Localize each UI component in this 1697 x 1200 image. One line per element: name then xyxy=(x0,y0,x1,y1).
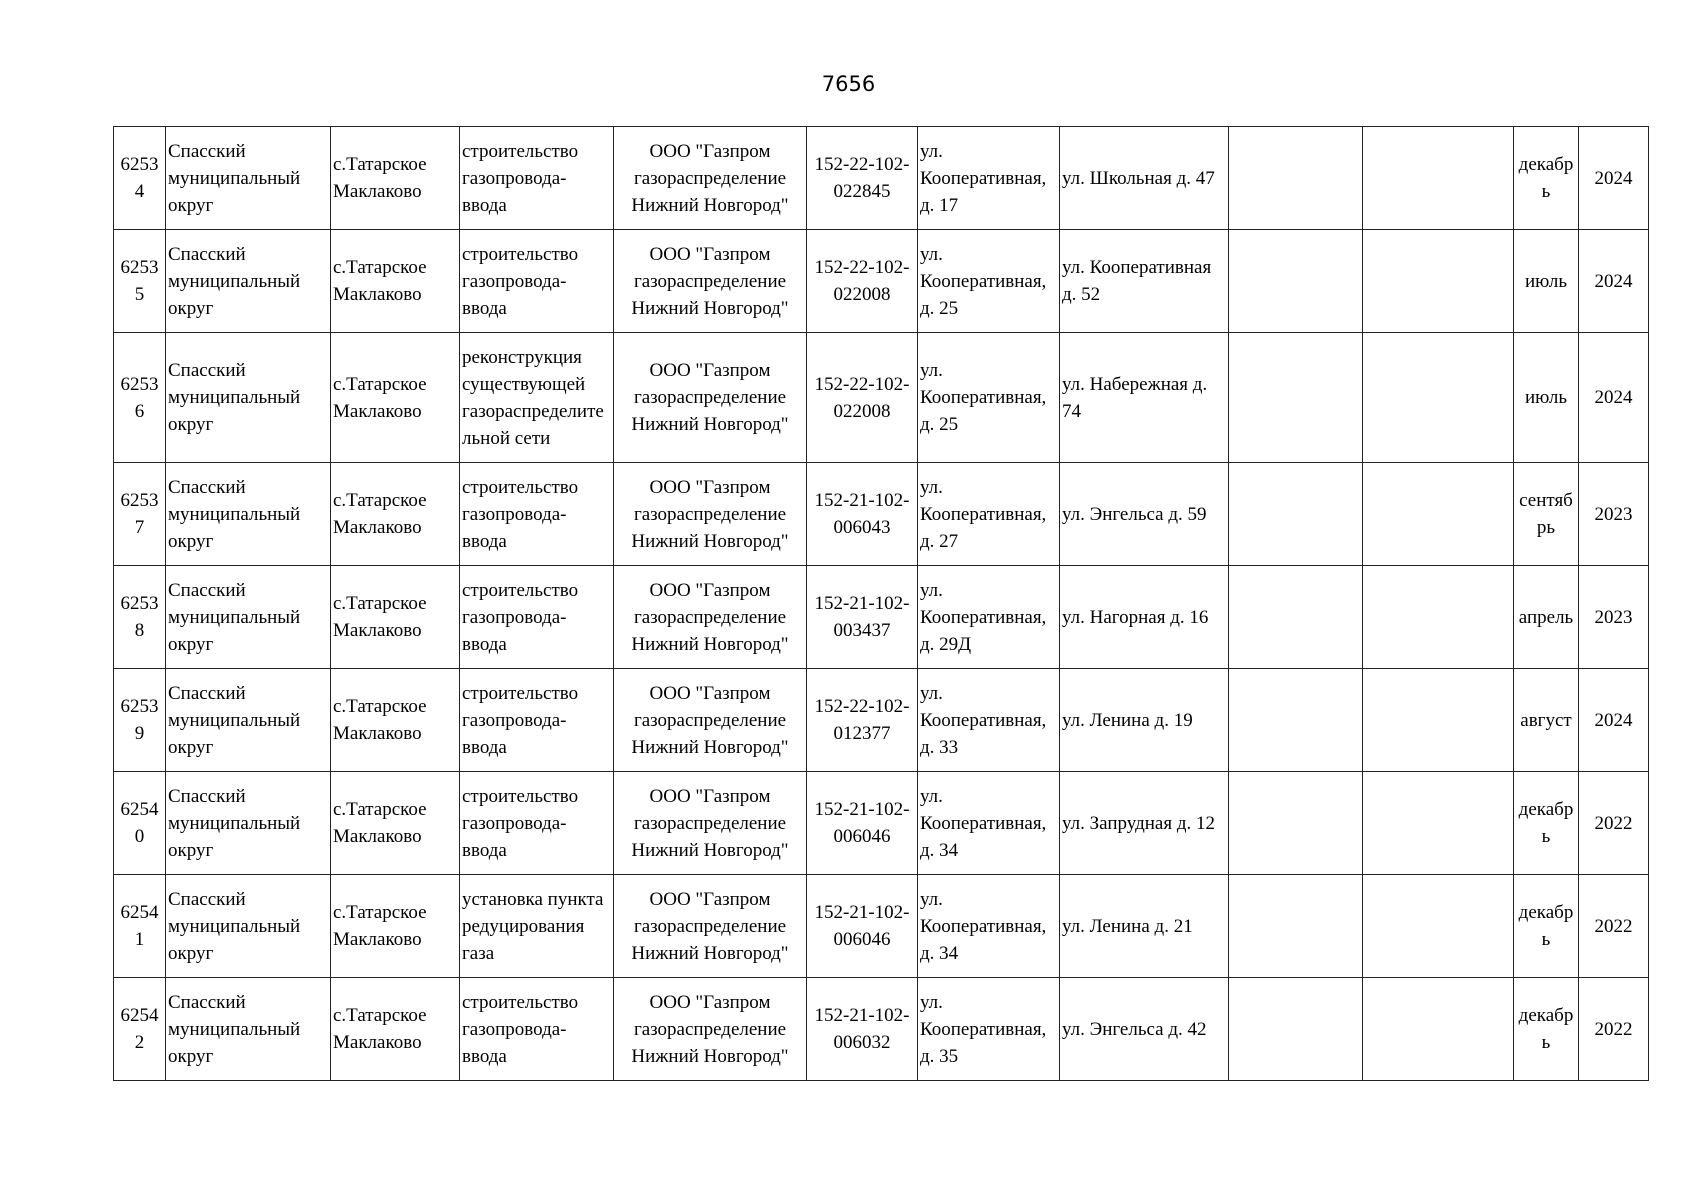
object-address-cell: ул. Ленина д. 19 xyxy=(1060,669,1229,772)
year-cell: 2024 xyxy=(1579,230,1649,333)
table-row xyxy=(114,875,1649,978)
object-address-cell: ул. Энгельса д. 42 xyxy=(1060,978,1229,1081)
locality-cell: с.Татарское Маклаково xyxy=(331,978,460,1081)
organization-cell: ООО "Газпром газораспределение Нижний Новгород" xyxy=(614,978,807,1081)
empty-cell xyxy=(1229,772,1363,875)
organization-cell: ООО "Газпром газораспределение Нижний Новгород" xyxy=(614,463,807,566)
registry-table xyxy=(113,126,1649,1081)
connection-address-cell: ул. Кооперативная, д. 29Д xyxy=(918,566,1060,669)
work-type-cell: строительство газопровода-ввода xyxy=(460,230,614,333)
empty-cell xyxy=(1363,978,1514,1081)
empty-cell xyxy=(1363,566,1514,669)
connection-address-cell: ул. Кооперативная, д. 17 xyxy=(918,127,1060,230)
code-cell: 152-21-102-006032 xyxy=(807,978,918,1081)
organization-cell: ООО "Газпром газораспределение Нижний Новгород" xyxy=(614,333,807,463)
table-row xyxy=(114,230,1649,333)
empty-cell xyxy=(1363,669,1514,772)
year-cell: 2024 xyxy=(1579,669,1649,772)
empty-cell xyxy=(1363,772,1514,875)
district-cell: Спасский муниципальный округ xyxy=(166,772,331,875)
year-cell: 2024 xyxy=(1579,127,1649,230)
work-type-cell: строительство газопровода-ввода xyxy=(460,669,614,772)
table-row xyxy=(114,772,1649,875)
empty-cell xyxy=(1229,669,1363,772)
month-cell: сентябрь xyxy=(1514,463,1579,566)
locality-cell: с.Татарское Маклаково xyxy=(331,566,460,669)
table-row xyxy=(114,978,1649,1081)
row-number-cell: 62536 xyxy=(114,333,166,463)
district-cell: Спасский муниципальный округ xyxy=(166,230,331,333)
code-cell: 152-21-102-006046 xyxy=(807,875,918,978)
code-cell: 152-22-102-022845 xyxy=(807,127,918,230)
empty-cell xyxy=(1363,333,1514,463)
locality-cell: с.Татарское Маклаково xyxy=(331,669,460,772)
locality-cell: с.Татарское Маклаково xyxy=(331,772,460,875)
empty-cell xyxy=(1229,230,1363,333)
code-cell: 152-22-102-022008 xyxy=(807,333,918,463)
object-address-cell: ул. Энгельса д. 59 xyxy=(1060,463,1229,566)
page-number: 7656 xyxy=(821,72,876,96)
month-cell: декабрь xyxy=(1514,772,1579,875)
object-address-cell: ул. Нагорная д. 16 xyxy=(1060,566,1229,669)
organization-cell: ООО "Газпром газораспределение Нижний Новгород" xyxy=(614,875,807,978)
work-type-cell: строительство газопровода-ввода xyxy=(460,772,614,875)
locality-cell: с.Татарское Маклаково xyxy=(331,230,460,333)
locality-cell: с.Татарское Маклаково xyxy=(331,127,460,230)
month-cell: декабрь xyxy=(1514,978,1579,1081)
locality-cell: с.Татарское Маклаково xyxy=(331,875,460,978)
table-row xyxy=(114,566,1649,669)
organization-cell: ООО "Газпром газораспределение Нижний Новгород" xyxy=(614,772,807,875)
month-cell: декабрь xyxy=(1514,875,1579,978)
table-row xyxy=(114,463,1649,566)
connection-address-cell: ул. Кооперативная, д. 35 xyxy=(918,978,1060,1081)
row-number-cell: 62537 xyxy=(114,463,166,566)
empty-cell xyxy=(1229,127,1363,230)
row-number-cell: 62542 xyxy=(114,978,166,1081)
year-cell: 2022 xyxy=(1579,875,1649,978)
month-cell: апрель xyxy=(1514,566,1579,669)
organization-cell: ООО "Газпром газораспределение Нижний Новгород" xyxy=(614,127,807,230)
work-type-cell: установка пункта редуцирования газа xyxy=(460,875,614,978)
year-cell: 2022 xyxy=(1579,772,1649,875)
connection-address-cell: ул. Кооперативная, д. 25 xyxy=(918,333,1060,463)
organization-cell: ООО "Газпром газораспределение Нижний Новгород" xyxy=(614,669,807,772)
year-cell: 2022 xyxy=(1579,978,1649,1081)
year-cell: 2023 xyxy=(1579,566,1649,669)
object-address-cell: ул. Школьная д. 47 xyxy=(1060,127,1229,230)
connection-address-cell: ул. Кооперативная, д. 34 xyxy=(918,772,1060,875)
table-row xyxy=(114,669,1649,772)
object-address-cell: ул. Запрудная д. 12 xyxy=(1060,772,1229,875)
empty-cell xyxy=(1229,463,1363,566)
empty-cell xyxy=(1229,566,1363,669)
year-cell: 2023 xyxy=(1579,463,1649,566)
district-cell: Спасский муниципальный округ xyxy=(166,333,331,463)
empty-cell xyxy=(1363,463,1514,566)
object-address-cell: ул. Ленина д. 21 xyxy=(1060,875,1229,978)
year-cell: 2024 xyxy=(1579,333,1649,463)
empty-cell xyxy=(1229,333,1363,463)
code-cell: 152-21-102-006043 xyxy=(807,463,918,566)
month-cell: август xyxy=(1514,669,1579,772)
object-address-cell: ул. Кооперативная д. 52 xyxy=(1060,230,1229,333)
empty-cell xyxy=(1229,875,1363,978)
connection-address-cell: ул. Кооперативная, д. 33 xyxy=(918,669,1060,772)
table-body xyxy=(114,127,1649,1081)
row-number-cell: 62540 xyxy=(114,772,166,875)
empty-cell xyxy=(1363,875,1514,978)
code-cell: 152-21-102-006046 xyxy=(807,772,918,875)
object-address-cell: ул. Набережная д. 74 xyxy=(1060,333,1229,463)
code-cell: 152-21-102-003437 xyxy=(807,566,918,669)
connection-address-cell: ул. Кооперативная, д. 34 xyxy=(918,875,1060,978)
work-type-cell: строительство газопровода-ввода xyxy=(460,566,614,669)
row-number-cell: 62538 xyxy=(114,566,166,669)
row-number-cell: 62535 xyxy=(114,230,166,333)
district-cell: Спасский муниципальный округ xyxy=(166,978,331,1081)
locality-cell: с.Татарское Маклаково xyxy=(331,463,460,566)
connection-address-cell: ул. Кооперативная, д. 25 xyxy=(918,230,1060,333)
empty-cell xyxy=(1363,230,1514,333)
empty-cell xyxy=(1229,978,1363,1081)
month-cell: июль xyxy=(1514,230,1579,333)
district-cell: Спасский муниципальный округ xyxy=(166,875,331,978)
code-cell: 152-22-102-022008 xyxy=(807,230,918,333)
connection-address-cell: ул. Кооперативная, д. 27 xyxy=(918,463,1060,566)
organization-cell: ООО "Газпром газораспределение Нижний Новгород" xyxy=(614,230,807,333)
month-cell: июль xyxy=(1514,333,1579,463)
district-cell: Спасский муниципальный округ xyxy=(166,463,331,566)
table-row xyxy=(114,127,1649,230)
work-type-cell: строительство газопровода-ввода xyxy=(460,978,614,1081)
empty-cell xyxy=(1363,127,1514,230)
locality-cell: с.Татарское Маклаково xyxy=(331,333,460,463)
work-type-cell: строительство газопровода-ввода xyxy=(460,463,614,566)
organization-cell: ООО "Газпром газораспределение Нижний Новгород" xyxy=(614,566,807,669)
row-number-cell: 62541 xyxy=(114,875,166,978)
work-type-cell: строительство газопровода-ввода xyxy=(460,127,614,230)
month-cell: декабрь xyxy=(1514,127,1579,230)
code-cell: 152-22-102-012377 xyxy=(807,669,918,772)
row-number-cell: 62539 xyxy=(114,669,166,772)
row-number-cell: 62534 xyxy=(114,127,166,230)
work-type-cell: реконструкция существующей газораспределительной сети xyxy=(460,333,614,463)
district-cell: Спасский муниципальный округ xyxy=(166,669,331,772)
district-cell: Спасский муниципальный округ xyxy=(166,566,331,669)
district-cell: Спасский муниципальный округ xyxy=(166,127,331,230)
table-row xyxy=(114,333,1649,463)
